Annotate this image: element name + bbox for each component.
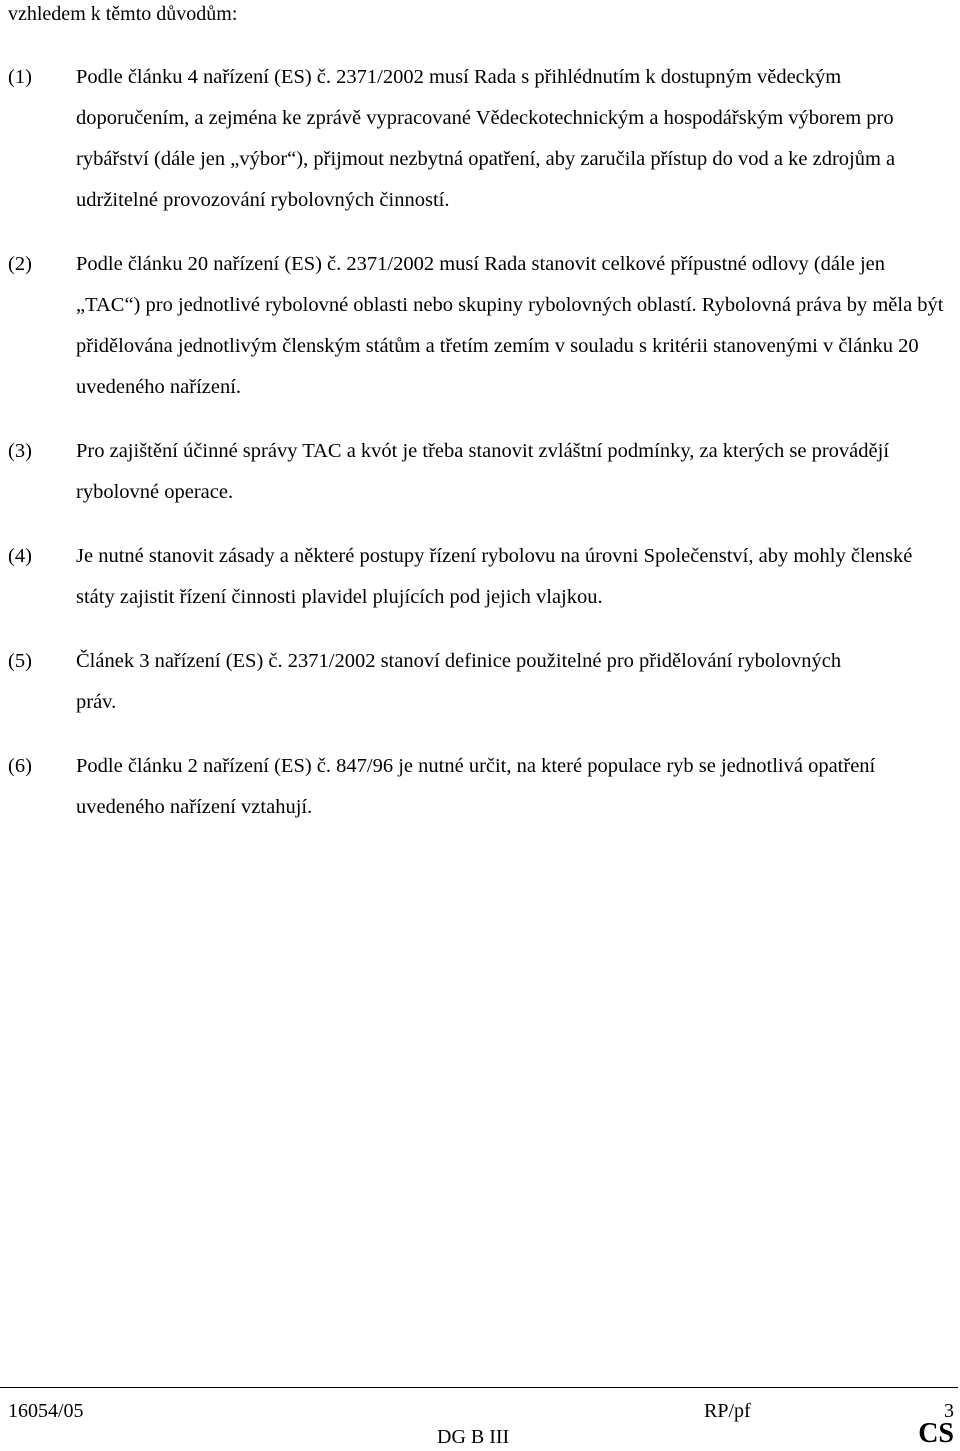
recital-number: (1) bbox=[8, 66, 32, 88]
recital-text: Článek 3 nařízení (ES) č. 2371/2002 stanoví definice použitelné pro přidělování rybolovných práv. bbox=[76, 650, 842, 713]
recital-5 bbox=[8, 641, 948, 723]
recital-number: (5) bbox=[8, 650, 32, 672]
recital-text: Podle článku 20 nařízení (ES) č. 2371/2002 musí Rada stanovit celkové přípustné odlovy (dále jen „TAC“) pro jednotlivé rybolovné oblasti nebo skupiny rybolovných oblastí. Rybolovná práva by měla být přidělována jednotlivým členským státům a třetím zemím v souladu s kritérii stanovenými v článku 20 uvedeného nařízení. bbox=[76, 253, 944, 398]
recital-number: (2) bbox=[8, 253, 32, 275]
footer-initials: RP/pf bbox=[704, 1400, 751, 1422]
recital-6 bbox=[8, 746, 948, 828]
footer-divider bbox=[0, 1387, 958, 1388]
recital-4 bbox=[8, 536, 948, 618]
footer-directorate: DG B III bbox=[437, 1426, 510, 1448]
recital-1 bbox=[8, 57, 948, 221]
recital-text: Je nutné stanovit zásady a některé postupy řízení rybolovu na úrovni Společenství, aby mohly členské státy zajistit řízení činnosti plavidel plujících pod jejich vlajkou. bbox=[76, 545, 913, 608]
recital-2 bbox=[8, 244, 948, 408]
intro-text: vzhledem k těmto důvodům: bbox=[8, 3, 238, 25]
recital-text: Podle článku 2 nařízení (ES) č. 847/96 je nutné určit, na které populace ryb se jednotlivá opatření uvedeného nařízení vztahují. bbox=[76, 755, 876, 818]
footer-language-code: CS bbox=[918, 1418, 954, 1449]
footer-page-number: 3 bbox=[944, 1400, 954, 1422]
recital-number: (4) bbox=[8, 545, 32, 567]
recital-number: (6) bbox=[8, 755, 32, 777]
recital-text: Podle článku 4 nařízení (ES) č. 2371/2002 musí Rada s přihlédnutím k dostupným vědeckým doporučením, a zejména ke zprávě vypracované Vědeckotechnickým a hospodářským výborem pro rybářství (dále jen „výbor“), přijmout nezbytná opatření, aby zaručila přístup do vod a ke zdrojům a udržitelné provozování rybolovných činností. bbox=[76, 66, 896, 211]
recital-text: Pro zajištění účinné správy TAC a kvót je třeba stanovit zvláštní podmínky, za kterých se provádějí rybolovné operace. bbox=[76, 440, 890, 503]
footer-doc-number: 16054/05 bbox=[8, 1400, 84, 1422]
recital-3 bbox=[8, 431, 948, 513]
recital-number: (3) bbox=[8, 440, 32, 462]
